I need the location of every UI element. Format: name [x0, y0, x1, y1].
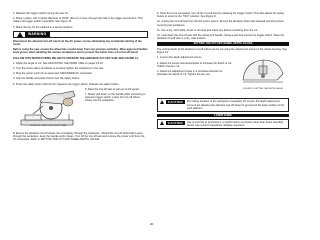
step-text: 10. Unplug the Cut-off saw from the AC power source. Ensure the abrasive wheel has stopped spinning before removing the workpiece. — [157, 20, 284, 27]
warning-paragraph: Disconnect the abrasive Cut-off saw from the AC power source eliminating any accidental starting of the motor. — [13, 39, 142, 47]
figure-caption: FIGURE 12: USING THE CUT-OFF SAW — [29, 124, 67, 127]
step-text: 4. Grip the handle and place thumb over the safety button. — [13, 77, 80, 81]
warning-label: WARNING — [25, 32, 50, 37]
figure-side-steps — [85, 88, 147, 105]
step-text: 3. Plug the power cord into an approved GROUNDED AC receptacle. — [13, 72, 93, 76]
section-heading: LASER GUIDE — [157, 114, 289, 118]
step-text: 3. Place the key for the padlock in a secure location. — [13, 25, 73, 29]
step-text: 12. Lock down the Cut-off saw with the swing lock handle. Using a pad lock secure the trigger switch. Store the abrasive Cut-off saw in a dry, safe location. — [157, 34, 285, 41]
step-text: 1. Loosen the depth adjustment screw. — [157, 56, 202, 60]
left-column — [13, 12, 148, 143]
page-number: 20 — [150, 222, 154, 226]
figure-13-area — [157, 56, 289, 96]
cut-off-saw-illustration — [13, 88, 83, 130]
caution-text: Use of controls or procedures, or performance of process other than those specified herein may result in hazardous radiation exposure. — [186, 121, 284, 128]
step-text: 7. Slowly pull down on the handle while continuing to squeeze trigger switch. Lower the Cut-off wheel slowly into the workpiece. — [85, 93, 146, 103]
caution-label: CAUTION — [168, 100, 183, 105]
section-heading: SETTING THE CUT-OFF WHEEL DEPTH GAUGE — [157, 42, 289, 46]
step-text: 5. Press the safety button with thumb. Squeeze the trigger switch. Release the safety button. — [13, 82, 120, 86]
depth-steps — [157, 56, 233, 78]
figure-12-area — [13, 88, 148, 130]
warning-triangle-icon — [160, 121, 164, 125]
step-text: 1. Adjust the angle of cut. See ADJUSTING THE WORK VISE on pages 15-16. — [13, 61, 104, 65]
section-intro: The cutting depth of the abrasive Cut-off wheel can be set using the adjustment screw on the wheel housing. See Figure 13. — [157, 48, 287, 55]
step-text: 1. Release the trigger switch turning the saw off. — [13, 12, 69, 15]
warning-triangle-icon — [160, 100, 164, 104]
warning-text-block — [13, 40, 148, 55]
step-text: 2. Turn the screw clamp clockwise to securely tighten the workpiece in the vise. — [13, 67, 104, 71]
step-text: 3. Adjust the adjustment screw in a clockwise direction to decrease the depth of cut. Tighten the jam nut. — [157, 70, 223, 77]
warning-paragraph: Before using the saw, ensure the wheel has cooled down from any previous activities. Wear approved leather work gloves when handling the various workpieces and to protect the hands from a hot Cut-off wheel. — [13, 48, 148, 55]
step-text: 6. Allow the Cut-off saw to spin up to full speed. — [85, 87, 140, 91]
caution-label: CAUTION — [168, 121, 183, 126]
step-text: 11. Use a dry, soft bristle, brush or air hose and clean any debris remaining from the cut. — [157, 28, 259, 32]
step-text: 2. Place a pliers, with a shank diameter of 15/16" (21mm) or less, through the hole in the trigger and close it. This makes the trigger switch inoperable. See Figure 11. — [13, 17, 143, 24]
step-text: 2. Adjust the screw counterclockwise to increase the depth of cut. Tighten the jam nut. — [157, 61, 232, 68]
warning-triangle-icon — [17, 32, 23, 37]
laser-caution-box — [157, 119, 289, 129]
figure-caption: FIGURE 13: SETTING THE DEPTH GAUGE — [243, 88, 283, 91]
caution-text: For cutting sections of the workpiece completely off, ensure the depth adjustment screw is set allowing the abrasive Cut-off wheel to go beyond the base surface of the work platform. — [186, 100, 285, 110]
step-text: 8. Ensure the abrasive Cut-off wheel cuts completely through the workpiece. Should the Cut-off wheel fail to pass through the workpiece, keep the handle until it clears. Turn off the Cut-off saw and remove the power cord from the AC receptacle. Refer to SETTING THE CUT-OFF WHEEL DEPTH GAUGE. — [13, 131, 145, 142]
procedure-heading — [13, 57, 148, 60]
warning-banner — [13, 31, 148, 38]
caution-box — [157, 98, 289, 111]
right-column — [157, 12, 289, 131]
procedure-heading-text: FOLLOW THIS INSTRUCTIONS BELOW TO OPERATE THE ABRASIVE CUT-OFF SAW. SEE FIGURE 12. — [13, 56, 139, 60]
step-text: 9. Once the cut is completed, turn off the Cut-off saw by releasing the trigger switch. This also allows the safety button to return to the "OFF" position. See Figure 9. — [157, 12, 285, 19]
